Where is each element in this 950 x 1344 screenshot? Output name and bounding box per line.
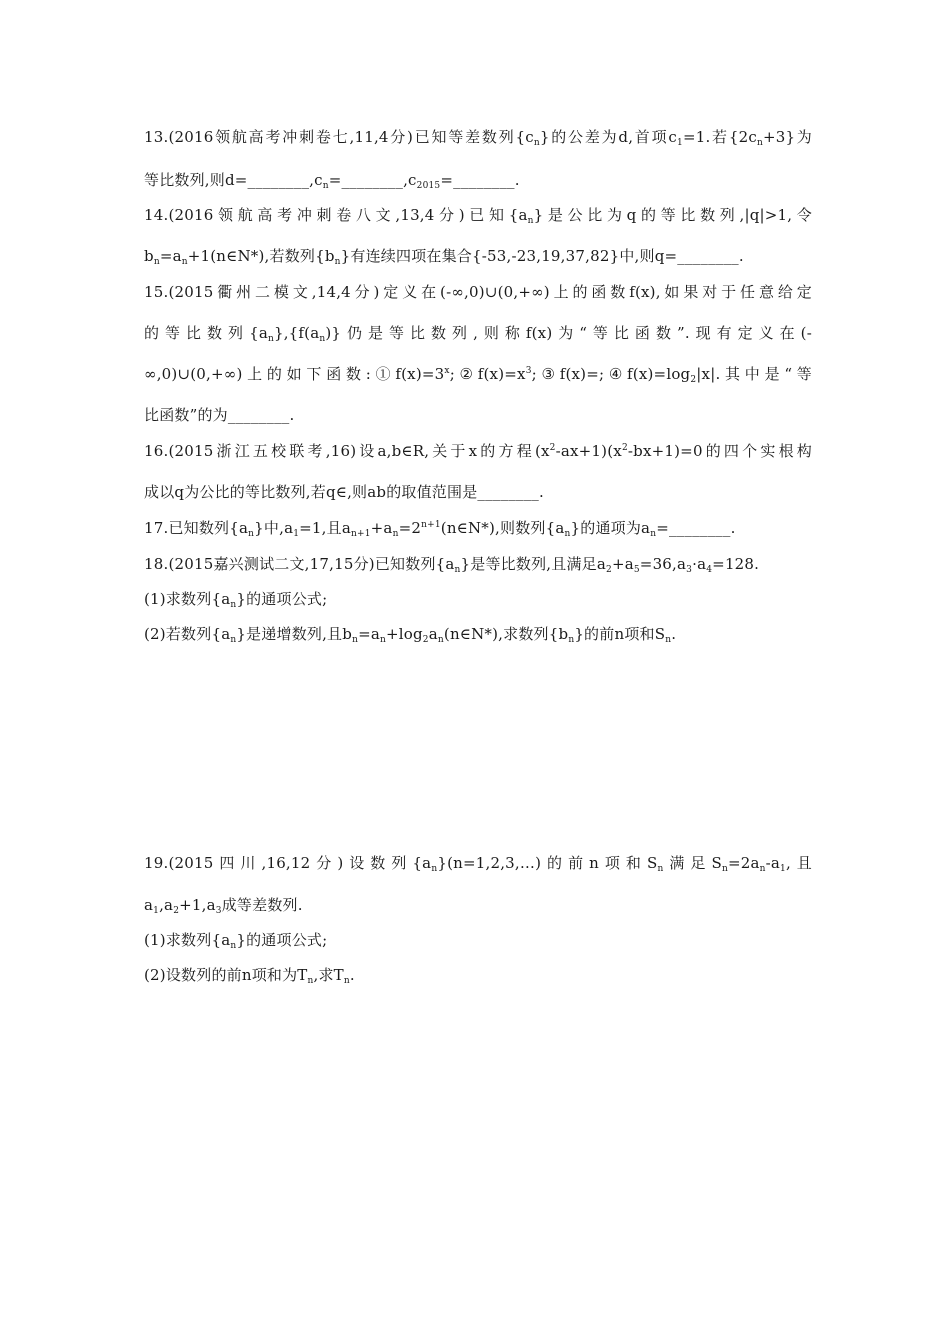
q19-line-3: (1)求数列$\{a_n\}$的通项公式; bbox=[144, 931, 328, 951]
q19-line-2: $a_1,a_2+1,a_3$成等差数列. bbox=[144, 896, 303, 916]
q15-line-4: 比函数”的为________. bbox=[144, 406, 295, 424]
q19-line-1: 19.(2015四川,16,12分)设数列$\{a_n\}(n=1,2,3,\dots)$的前n项和$S_n$满足$S_n=2a_n-a_1$,且 bbox=[144, 854, 813, 874]
q19-line-4: (2)设数列的前n项和为$T_n$,求$T_n$. bbox=[144, 966, 355, 986]
q18-line-2: (1)求数列$\{a_n\}$的通项公式; bbox=[144, 590, 328, 610]
q18-line-1: 18.(2015嘉兴测试二文,17,15分)已知数列$\{a_n\}$是等比数列,且满足$a_2+a_5=36,a_3\cdot a_4=128$. bbox=[144, 555, 760, 575]
q15-line-1: 15.(2015衢州二模文,14,4分)定义在(-∞,0)∪(0,+∞)上的函数f(x),如果对于任意给定 bbox=[144, 283, 812, 301]
q15-line-2: 的等比数列$\{a_n\},\{f(a_n)\}$仍是等比数列,则称f(x)为“等比函数”.现有定义在(- bbox=[144, 324, 813, 344]
q14-line-2: $b_n=a_n+1(n\in N*)$,若数列$\{b_n\}$有连续四项在集合{-53,-23,19,37,82}中,则q=________. bbox=[144, 247, 744, 267]
q14-line-1: 14.(2016领航高考冲刺卷八文,13,4分)已知$\{a_n\}$是公比为q的等比数列,|q|>1,令 bbox=[144, 206, 812, 226]
q13-line-2: 等比数列,则$d=\_\_\_\_\_\_\_\_,c_n=\_\_\_\_\_\_\_\_,c_{2015}=\_\_\_\_\_\_\_\_$. bbox=[144, 171, 520, 191]
q16-line-2: 成以q为公比的等比数列,若q∈,则ab的取值范围是________. bbox=[144, 483, 544, 501]
q18-line-3: (2)若数列$\{a_n\}$是递增数列,且$b_n=a_n+\log_2a_n(n\in N*)$,求数列$\{b_n\}$的前n项和$S_n$. bbox=[144, 625, 677, 645]
q15-line-3: ∞,0)∪(0,+∞)上的如下函数$:①f(x)=3^x;②f(x)=x^3;③f(x)=;④f(x)=\log_2|x|$.其中是“等 bbox=[144, 365, 812, 385]
q13-line-1: 13.(2016领航高考冲刺卷七,11,4分)已知等差数列$\{c_n\}$的公差为d,首项$c_1=1$.若$\{2c_n+3\}$为 bbox=[144, 128, 812, 148]
q17-line-1: 17.已知数列$\{a_n\}$中$,a_1=1$,且$a_{n+1}+a_n=2^{n+1}(n\in N*)$,则数列$\{a_n\}$的通项为$a_n=\_\_\_\_\_\_\_\_$. bbox=[144, 519, 736, 539]
q16-line-1: 16.(2015浙江五校联考,16)设a,b∈R,关于x的方程$(x^2-ax+1)(x^2-bx+1)=0$的四个实根构 bbox=[144, 442, 812, 460]
